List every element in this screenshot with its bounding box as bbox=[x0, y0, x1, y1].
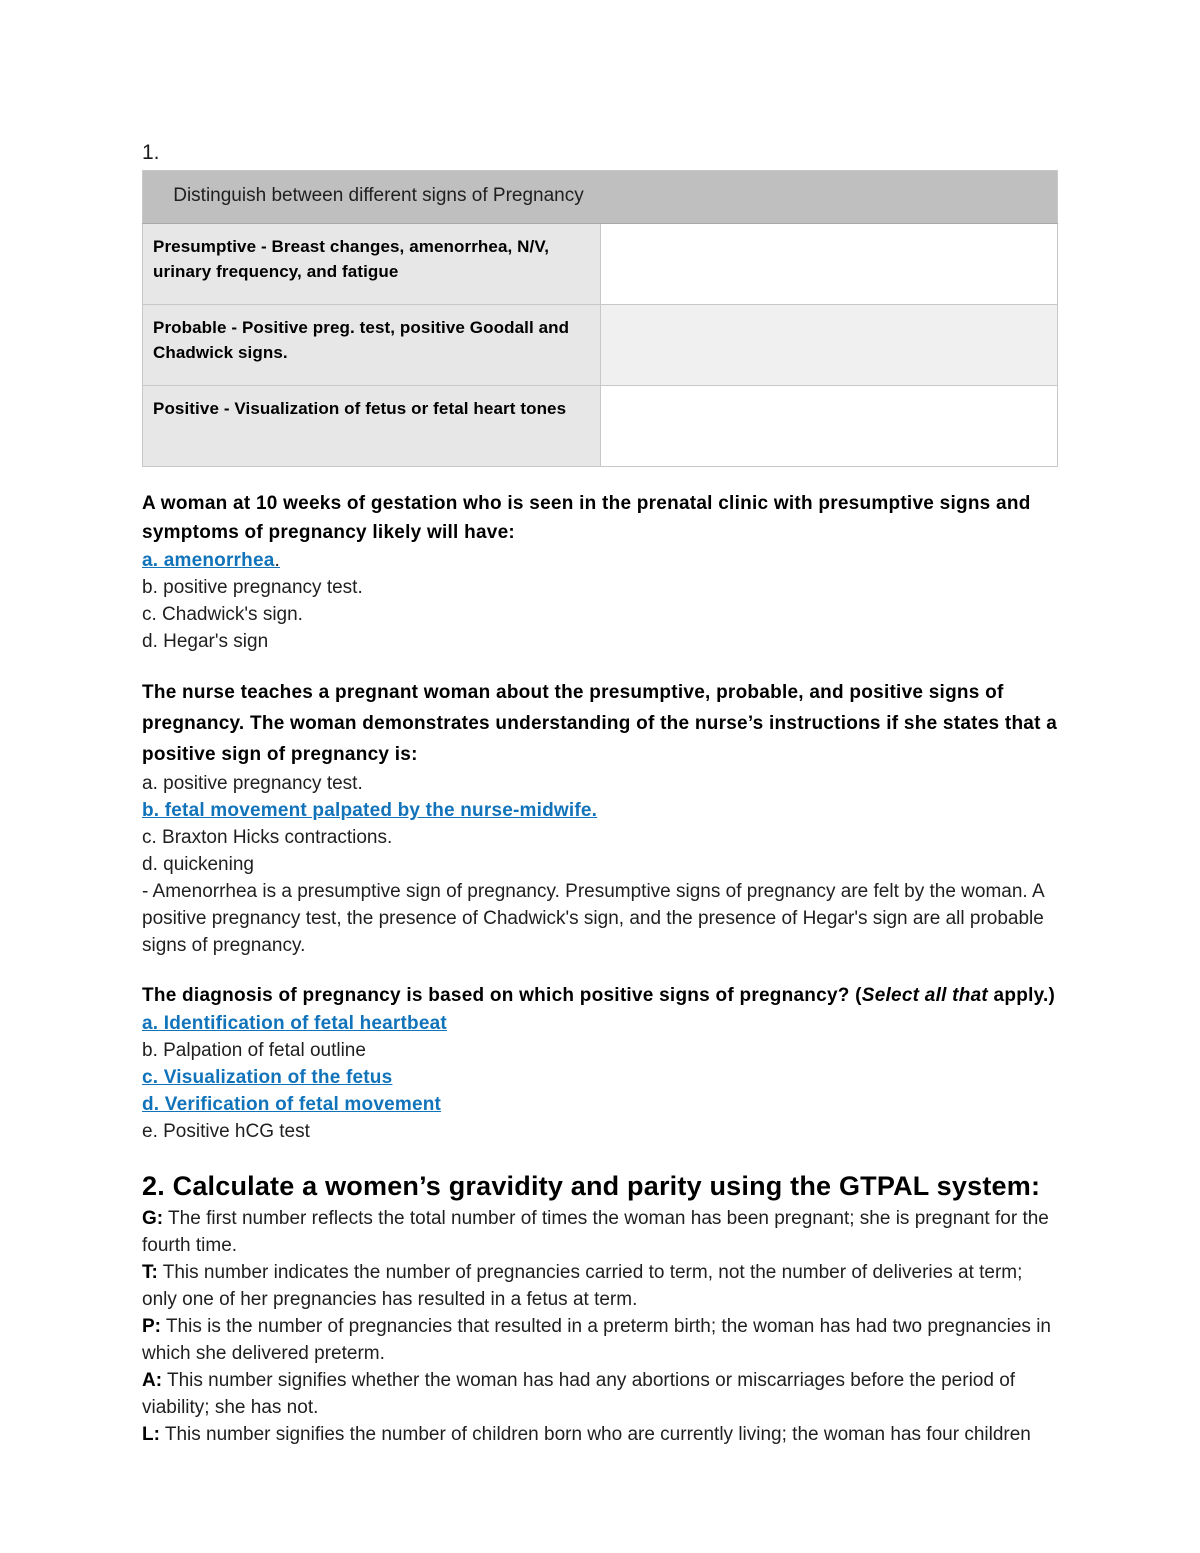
spacer bbox=[142, 959, 1058, 981]
question-2-option-b: b. fetal movement palpated by the nurse-midwife. bbox=[142, 800, 598, 821]
table-row bbox=[143, 305, 1058, 386]
gtpal-entry-g bbox=[142, 1205, 1058, 1259]
question-2-rationale: - Amenorrhea is a presumptive sign of pregnancy. Presumptive signs of pregnancy are felt by the woman. A positive pregnancy test, the presence of Chadwick's sign, and the presence of Hegar's sign are all probable signs of pregnancy. bbox=[142, 881, 1044, 956]
table-cell-presumptive-value bbox=[600, 224, 1058, 305]
table-cell-positive-value bbox=[600, 386, 1058, 467]
gtpal-text-l: This number signifies the number of children born who are currently living; the woman has four children bbox=[159, 1424, 1031, 1445]
gtpal-letter-g: G: bbox=[142, 1208, 164, 1229]
gtpal-text-p: This is the number of pregnancies that resulted in a preterm birth; the woman has had two pregnancies in which she delivered preterm. bbox=[142, 1316, 1051, 1364]
question-3-option-a: a. Identification of fetal heartbeat bbox=[142, 1013, 447, 1034]
question-1-option-a-text: a. amenorrhea bbox=[142, 550, 275, 571]
question-1-option-a bbox=[142, 547, 1058, 574]
question-3-option-c: c. Visualization of the fetus bbox=[142, 1067, 393, 1088]
gtpal-entry-l bbox=[142, 1421, 1058, 1448]
question-3-stem-pre: The diagnosis of pregnancy is based on which positive signs of pregnancy? ( bbox=[142, 985, 862, 1006]
question-3-stem bbox=[142, 981, 1058, 1010]
question-1-stem: A woman at 10 weeks of gestation who is seen in the prenatal clinic with presumptive signs and symptoms of pregnancy likely will have: bbox=[142, 493, 1031, 543]
gtpal-text-t: This number indicates the number of pregnancies carried to term, not the number of deliveries at term; only one of her pregnancies has resulted in a fetus at term. bbox=[142, 1262, 1023, 1310]
question-3-option-b: b. Palpation of fetal outline bbox=[142, 1040, 366, 1061]
section-2-heading: 2. Calculate a women’s gravidity and parity using the GTPAL system: bbox=[142, 1171, 1041, 1201]
question-1-option-d: d. Hegar's sign bbox=[142, 631, 269, 652]
spacer bbox=[142, 655, 1058, 677]
table-header-cell bbox=[143, 171, 1058, 224]
question-3-stem-post: apply.) bbox=[988, 985, 1056, 1006]
table-row bbox=[143, 386, 1058, 467]
gtpal-letter-t: T: bbox=[142, 1262, 158, 1283]
gtpal-letter-p: P: bbox=[142, 1316, 161, 1337]
question-2-option-a: a. positive pregnancy test. bbox=[142, 773, 363, 794]
question-3-stem-italic: Select all that bbox=[861, 985, 989, 1006]
table-header-row bbox=[143, 171, 1058, 224]
gtpal-entry-p bbox=[142, 1313, 1058, 1367]
gtpal-entry-t bbox=[142, 1259, 1058, 1313]
table-cell-presumptive-label: Presumptive - Breast changes, amenorrhea, N/V, urinary frequency, and fatigue bbox=[143, 224, 601, 305]
question-2-option-c: c. Braxton Hicks contractions. bbox=[142, 827, 393, 848]
table-row bbox=[143, 224, 1058, 305]
question-2-stem: The nurse teaches a pregnant woman about the presumptive, probable, and positive signs of pregnancy. The woman demonstrates understanding of the nurse’s instructions if she states that a positive sign of pregnancy is: bbox=[142, 682, 1058, 765]
question-1-option-c: c. Chadwick's sign. bbox=[142, 604, 303, 625]
spacer bbox=[142, 467, 1058, 489]
table-cell-probable-value bbox=[600, 305, 1058, 386]
question-3-option-d: d. Verification of fetal movement bbox=[142, 1094, 442, 1115]
section-1-number: 1. bbox=[142, 141, 160, 164]
table-cell-probable-label: Probable - Positive preg. test, positive Goodall and Chadwick signs. bbox=[143, 305, 601, 386]
gtpal-text-a: This number signifies whether the woman has had any abortions or miscarriages before the period of viability; she has not. bbox=[142, 1370, 1016, 1418]
gtpal-letter-a: A: bbox=[142, 1370, 163, 1391]
table-header-text: Distinguish between different signs of Pregnancy bbox=[173, 185, 584, 206]
gtpal-text-g: The first number reflects the total number of times the woman has been pregnant; she is pregnant for the fourth time. bbox=[142, 1208, 1049, 1256]
spacer bbox=[142, 1145, 1058, 1167]
gtpal-letter-l: L: bbox=[142, 1424, 160, 1445]
question-1-option-b: b. positive pregnancy test. bbox=[142, 577, 363, 598]
signs-of-pregnancy-table bbox=[142, 170, 1058, 467]
question-1-option-a-tail: . bbox=[274, 550, 280, 571]
question-3-option-e: e. Positive hCG test bbox=[142, 1121, 310, 1142]
question-2-option-d: d. quickening bbox=[142, 854, 254, 875]
gtpal-entry-a bbox=[142, 1367, 1058, 1421]
table-cell-positive-label: Positive - Visualization of fetus or fetal heart tones bbox=[143, 386, 601, 467]
